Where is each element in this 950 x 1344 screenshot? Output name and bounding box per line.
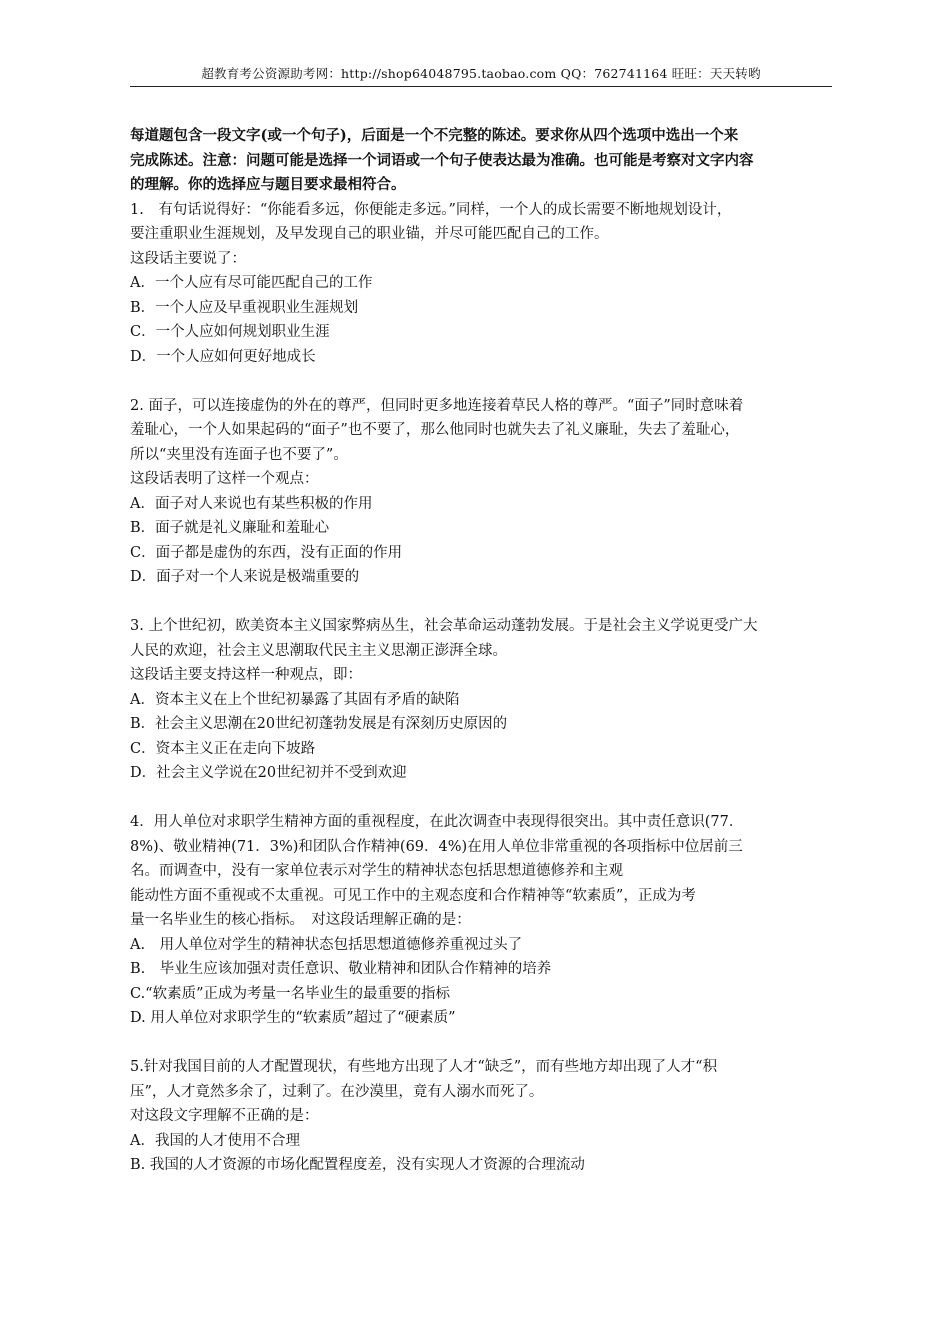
question-3 bbox=[130, 614, 832, 786]
instruction-line: 的理解。你的选择应与题目要求最相符合。 bbox=[130, 176, 406, 193]
question-2 bbox=[130, 394, 832, 590]
instructions bbox=[130, 124, 832, 198]
question-passage-line: 名。而调查中，没有一家单位表示对学生的精神状态包括思想道德修养和主观 bbox=[130, 863, 623, 879]
option-c: C．一个人应如何规划职业生涯 bbox=[130, 324, 330, 340]
option-a: A．我国的人才使用不合理 bbox=[130, 1132, 300, 1149]
question-passage-line: 2. 面子，可以连接虚伪的外在的尊严，但同时更多地连接着草民人格的尊严。“面子”同时意味着 bbox=[130, 397, 744, 414]
paragraph-gap bbox=[130, 369, 832, 394]
option-b: B. 我国的人才资源的市场化配置程度差，没有实现人才资源的合理流动 bbox=[130, 1157, 585, 1173]
page-header: 超教育考公资源助考网：http://shop64048795.taobao.com QQ：762741164 旺旺：天天转哟 bbox=[201, 66, 761, 81]
question-prompt: 这段话表明了这样一个观点： bbox=[130, 471, 319, 487]
option-c: C.“软素质”正成为考量一名毕业生的最重要的指标 bbox=[130, 985, 451, 1002]
option-a: A．资本主义在上个世纪初暴露了其固有矛盾的缺陷 bbox=[130, 691, 460, 708]
question-prompt: 对这段文字理解不正确的是： bbox=[130, 1108, 319, 1124]
option-d: D. 用人单位对求职学生的“软素质”超过了“硬素质” bbox=[130, 1010, 456, 1026]
header-divider bbox=[130, 86, 832, 87]
option-d: D．社会主义学说在20世纪初并不受到欢迎 bbox=[130, 765, 407, 781]
option-c: C．资本主义正在走向下坡路 bbox=[130, 740, 316, 757]
question-passage-line: 羞耻心，一个人如果起码的“面子”也不要了，那么他同时也就失去了礼义廉耻，失去了羞耻心， bbox=[130, 422, 740, 438]
question-passage-line: 5.针对我国目前的人才配置现状，有些地方出现了人才“缺乏”，而有些地方却出现了人才“积 bbox=[130, 1059, 718, 1075]
option-b: B．面子就是礼义廉耻和羞耻心 bbox=[130, 520, 330, 536]
paragraph-gap bbox=[130, 1031, 832, 1056]
question-passage-line: 要注重职业生涯规划，及早发现自己的职业锚，并尽可能匹配自己的工作。 bbox=[130, 226, 609, 242]
question-passage-line: 压”，人才竟然多余了，过剩了。在沙漠里，竟有人溺水而死了。 bbox=[130, 1083, 544, 1100]
option-c: C．面子都是虚伪的东西，没有正面的作用 bbox=[130, 544, 403, 561]
question-passage-line: 人民的欢迎，社会主义思潮取代民主主义思潮正澎湃全球。 bbox=[130, 642, 507, 659]
option-a: A．一个人应有尽可能匹配自己的工作 bbox=[130, 275, 373, 291]
question-passage-line: 8%)、敬业精神(71．3%)和团队合作精神(69．4%)在用人单位非常重视的各项指标中位居前三 bbox=[130, 838, 743, 855]
option-d: D．一个人应如何更好地成长 bbox=[130, 348, 316, 365]
question-4 bbox=[130, 810, 832, 1031]
instruction-line: 每道题包含一段文字(或一个句子)，后面是一个不完整的陈述。要求你从四个选项中选出一个来 bbox=[130, 127, 739, 144]
option-d: D．面子对一个人来说是极端重要的 bbox=[130, 569, 360, 585]
paragraph-gap bbox=[130, 786, 832, 811]
option-b: B．一个人应及早重视职业生涯规划 bbox=[130, 299, 359, 316]
question-1 bbox=[130, 198, 832, 370]
question-passage-line: 1. 有句话说得好：“你能看多远，你便能走多远。”同样，一个人的成长需要不断地规划设计， bbox=[130, 201, 732, 218]
question-passage-line: 4．用人单位对求职学生精神方面的重视程度，在此次调查中表现得很突出。其中责任意识(77． bbox=[130, 814, 744, 830]
question-passage-line: 所以“夹里没有连面子也不要了”。 bbox=[130, 446, 348, 463]
question-prompt: 这段话主要说了： bbox=[130, 250, 246, 267]
option-a: A. 用人单位对学生的精神状态包括思想道德修养重视过头了 bbox=[130, 936, 523, 953]
question-prompt: 这段话主要支持这样一种观点，即： bbox=[130, 667, 362, 683]
question-passage-line: 量一名毕业生的核心指标。 对这段话理解正确的是： bbox=[130, 912, 471, 928]
option-b: B. 毕业生应该加强对责任意识、敬业精神和团队合作精神的培养 bbox=[130, 961, 552, 977]
instruction-line: 完成陈述。注意：问题可能是选择一个词语或一个句子使表达最为准确。也可能是考察对文字内容 bbox=[130, 151, 754, 169]
question-passage-line: 能动性方面不重视或不太重视。可见工作中的主观态度和合作精神等“软素质”，正成为考 bbox=[130, 887, 696, 904]
option-a: A．面子对人来说也有某些积极的作用 bbox=[130, 495, 373, 512]
question-passage-line: 3. 上个世纪初，欧美资本主义国家弊病丛生，社会革命运动蓬勃发展。于是社会主义学说更受广大 bbox=[130, 618, 758, 634]
question-5 bbox=[130, 1055, 832, 1178]
paragraph-gap bbox=[130, 590, 832, 615]
document-body bbox=[130, 124, 832, 1178]
option-b: B．社会主义思潮在20世纪初蓬勃发展是有深刻历史原因的 bbox=[130, 716, 508, 732]
